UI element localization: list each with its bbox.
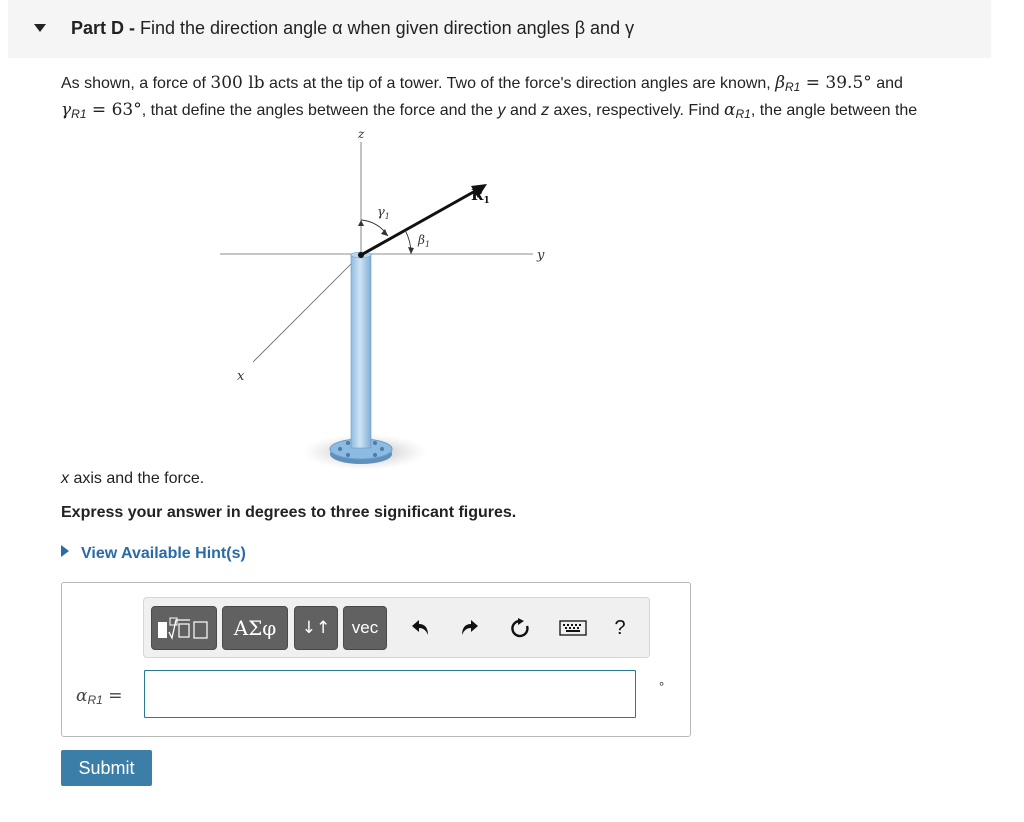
x-axis-ref: x xyxy=(61,470,69,487)
part-title-text: Find the direction angle α when given direction angles β and γ xyxy=(140,18,635,38)
math-toolbar xyxy=(143,597,650,658)
degree-unit: ° xyxy=(659,679,665,694)
z-axis-ref: z xyxy=(541,102,550,119)
answer-input[interactable] xyxy=(144,670,636,718)
force-unit: lb xyxy=(242,73,265,93)
problem-text-3: and xyxy=(871,75,903,92)
gamma-value: = 63° xyxy=(86,100,142,120)
greek-symbols-button[interactable]: ΑΣφ xyxy=(222,606,288,650)
x-axis-line xyxy=(253,254,361,362)
gamma-angle-label: $\gamma_1$ xyxy=(377,205,390,221)
force-label: $R_1$ xyxy=(471,186,490,206)
problem-text-1: As shown, a force of xyxy=(61,75,211,92)
answer-instruction: Express your answer in degrees to three significant figures. xyxy=(61,504,517,521)
x-axis-label: x xyxy=(237,369,245,384)
collapse-caret-icon[interactable] xyxy=(34,24,46,32)
problem-text-4: , that define the angles between the force and the xyxy=(141,102,498,119)
problem-continuation xyxy=(61,470,204,488)
tower-force-diagram xyxy=(215,122,560,474)
beta-arc-arrow xyxy=(408,247,414,254)
beta-symbol: β xyxy=(775,73,786,93)
alpha-symbol: α xyxy=(724,100,736,120)
arrows-button[interactable]: ↓↑ xyxy=(294,606,338,650)
bolt xyxy=(346,453,350,457)
part-separator: - xyxy=(124,18,141,38)
undo-icon[interactable] xyxy=(406,614,434,642)
bolt xyxy=(373,441,377,445)
templates-icon xyxy=(156,614,212,642)
view-hints-link[interactable] xyxy=(61,545,246,563)
help-icon[interactable]: ? xyxy=(614,616,626,639)
beta-subscript: R1 xyxy=(785,80,801,94)
bolt xyxy=(338,447,342,451)
problem-text-7: , the angle between the xyxy=(750,102,918,119)
part-header[interactable] xyxy=(8,0,991,58)
continuation-text: axis and the force. xyxy=(69,470,205,487)
vector-button[interactable]: vec xyxy=(343,606,387,650)
gamma-arc-arrow xyxy=(381,229,388,236)
answer-label-subscript: R1 xyxy=(87,693,103,707)
bolt xyxy=(346,441,350,445)
y-axis-ref: y xyxy=(497,102,506,119)
problem-text-5: and xyxy=(505,102,542,119)
force-value: 300 xyxy=(210,73,243,93)
hint-link-label: View Available Hint(s) xyxy=(81,545,246,562)
answer-label-equals: = xyxy=(102,686,123,706)
beta-angle-label: $\beta_1$ xyxy=(418,233,431,249)
alpha-subscript: R1 xyxy=(735,107,751,121)
gamma-subscript: R1 xyxy=(71,107,87,121)
submit-button[interactable]: Submit xyxy=(61,750,152,786)
problem-text-6: axes, respectively. Find xyxy=(549,102,724,119)
tower-pole xyxy=(351,254,371,448)
bolt xyxy=(373,453,377,457)
answer-label xyxy=(76,685,122,707)
answer-box xyxy=(61,582,691,737)
problem-text-2: acts at the tip of a tower. Two of the force's direction angles are known, xyxy=(264,75,776,92)
answer-label-symbol: α xyxy=(76,686,88,706)
bolt xyxy=(380,447,384,451)
z-axis-label: z xyxy=(358,127,365,141)
problem-statement xyxy=(61,72,991,126)
keyboard-icon[interactable] xyxy=(556,614,590,642)
beta-value: = 39.5° xyxy=(800,73,872,93)
reset-icon[interactable] xyxy=(506,614,534,642)
y-axis-label: y xyxy=(537,248,545,263)
expand-caret-icon xyxy=(61,545,69,557)
gamma-symbol: γ xyxy=(61,100,72,120)
redo-icon[interactable] xyxy=(456,614,484,642)
gamma-arc-arrow xyxy=(358,220,364,226)
force-origin-dot xyxy=(358,252,364,258)
part-title xyxy=(71,18,634,39)
templates-button[interactable] xyxy=(151,606,217,650)
part-label: Part D xyxy=(71,18,125,38)
